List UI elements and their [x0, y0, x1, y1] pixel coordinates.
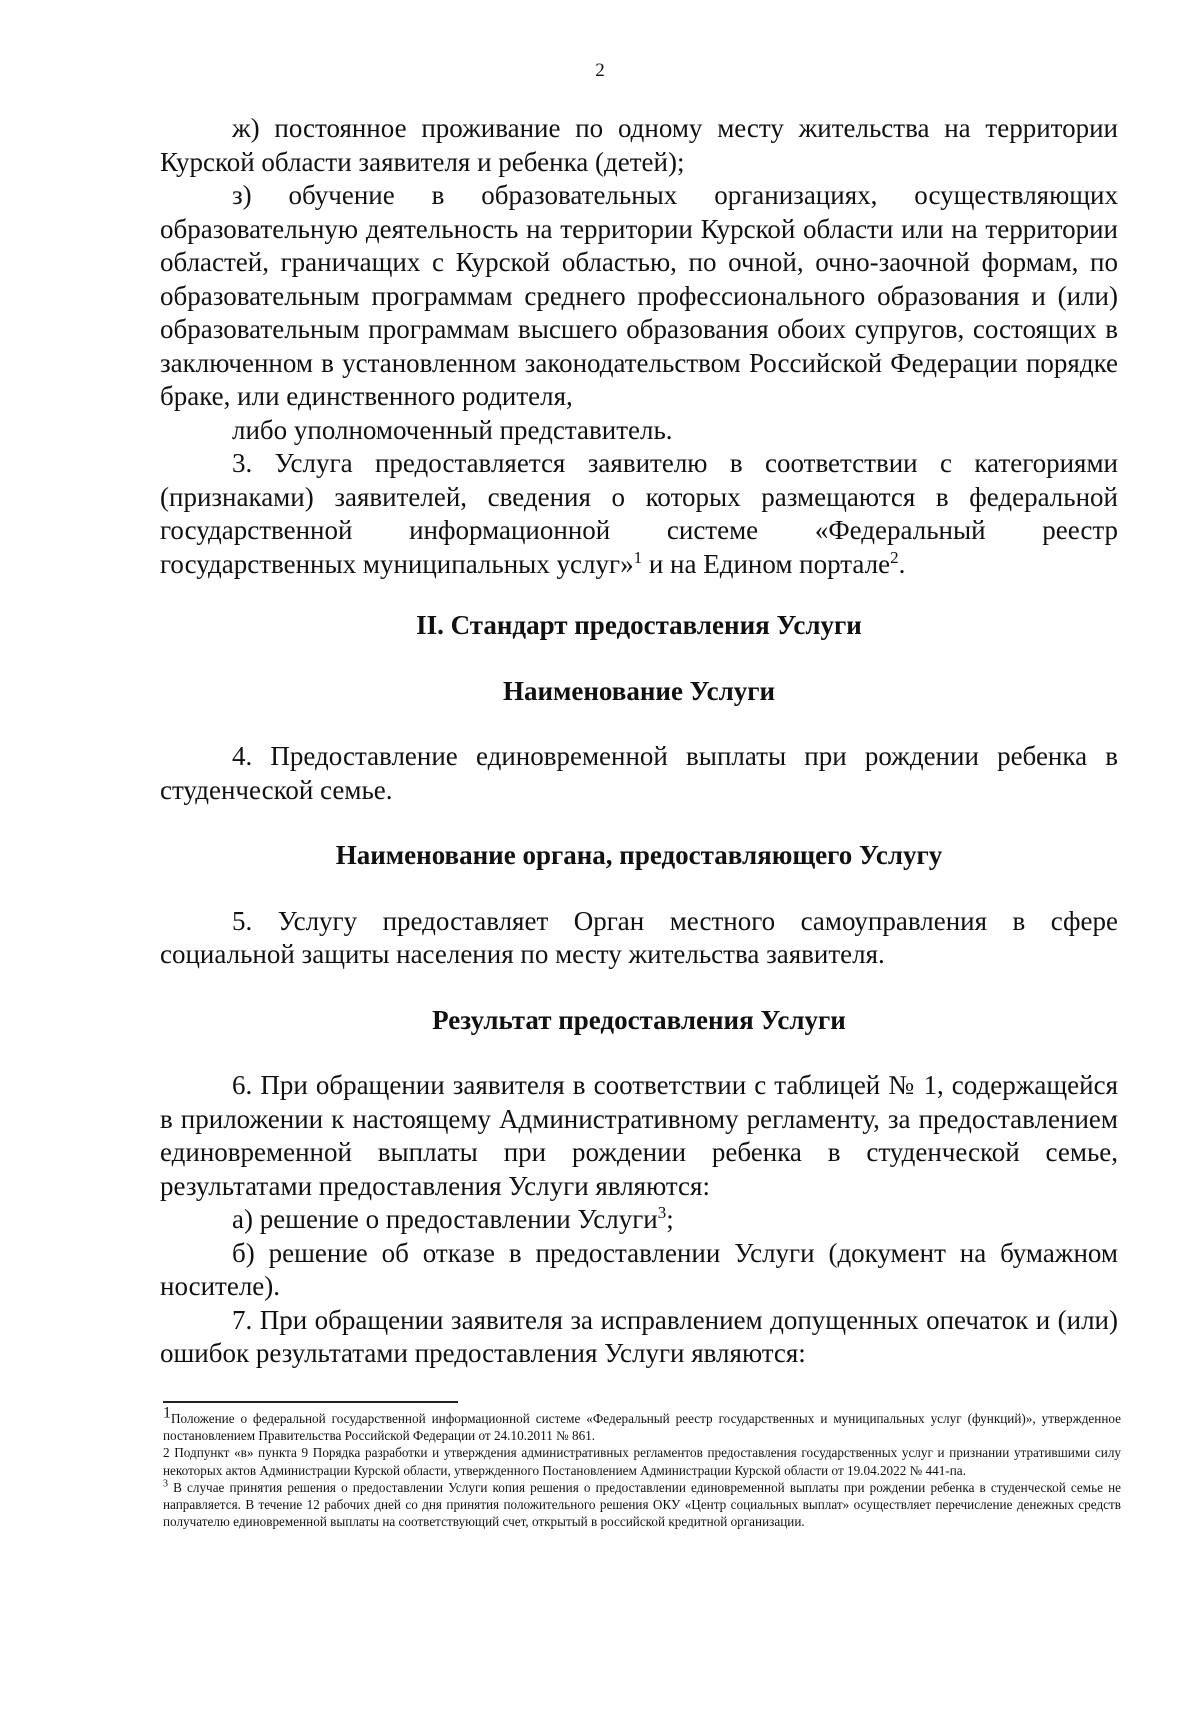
paragraph-7: 7. При обращении заявителя за исправлением допущенных опечаток и (или) ошибок результатами предоставления Услуги являются: — [160, 1304, 1118, 1368]
paragraph-6a — [160, 1203, 1118, 1237]
paragraph-6a-end: ; — [666, 1204, 674, 1234]
heading-result: Результат предоставления Услуги — [432, 1004, 846, 1035]
item-representative: либо уполномоченный представитель. — [232, 414, 673, 445]
footnote-2-text: Подпункт «в» пункта 9 Порядка разработки и утверждения административных регламентов предоставления государственных услуг и признании утратившими силу некоторых актов Администрации Курской области, утвержденного Постановлением Администрации Курской области от 19.04.2022 № 441-па. — [163, 1445, 1121, 1478]
footnote-2-number: 2 — [163, 1445, 170, 1461]
paragraph-6a-text: а) решение о предоставлении Услуги — [232, 1204, 658, 1234]
paragraph-6b: б) решение об отказе в предоставлении Услуги (документ на бумажном носителе). — [160, 1237, 1118, 1301]
footnote-1-number: 1 — [163, 1404, 171, 1422]
heading-provider: Наименование органа, предоставляющего Услугу — [335, 840, 943, 870]
paragraph-4: 4. Предоставление единовременной выплаты при рождении ребенка в студенческой семье. — [160, 741, 1118, 805]
paragraph-3-mid: и на Едином портале — [642, 548, 891, 579]
paragraph-5: 5. Услугу предоставляет Орган местного самоуправления в сфере социальной защиты населения по месту жительства заявителя. — [160, 905, 1118, 969]
item-z: з) обучение в образовательных организациях, осуществляющих образовательную деятельность на территории Курской области или на территории областей, граничащих с Курской областью, по очной, очно-заочной формам, по образовательным программам среднего профессионального образования и (или) образовательным программам высшего образования обоих супругов, состоящих в заключенном в установленном законодательством Российской Федерации порядке браке, или единственного родителя, — [160, 180, 1118, 411]
paragraph-3 — [160, 447, 1118, 581]
footnote-3 — [163, 1479, 1121, 1531]
paragraph-6: 6. При обращении заявителя в соответствии с таблицей № 1, содержащейся в приложении к настоящему Административному регламенту, за предоставлением единовременной выплаты при рождении ребенка в студенческой семье, результатами предоставления Услуги являются: — [160, 1070, 1118, 1201]
item-zh: ж) постоянное проживание по одному месту жительства на территории Курской области заявителя и ребенка (детей); — [160, 113, 1118, 177]
page-number: 2 — [595, 60, 605, 81]
paragraph-3-end: . — [898, 548, 906, 579]
footnote-ref-1[interactable]: 1 — [633, 547, 643, 567]
section-title: II. Стандарт предоставления Услуги — [416, 610, 862, 640]
document-body — [160, 112, 1118, 1371]
footnote-divider — [163, 1401, 458, 1403]
footnote-2 — [163, 1444, 1121, 1478]
paragraph-3-text: 3. Услуга предоставляется заявителю в соответствии с категориями (признаками) заявителей, сведения о которых размещаются в федеральной государственной информационной системе «Федеральный реестр государственных муниципальных услуг» — [160, 448, 1118, 579]
footnote-ref-3[interactable]: 3 — [657, 1203, 667, 1222]
footnote-3-text: В случае принятия решения о предоставлении Услуги копия решения о предоставлении единовременной выплаты при рождении ребенка в студенческой семье не направляется. В течение 12 рабочих дней со дня принятия положительного решения ОКУ «Центр социальных выплат» осуществляет перечисление денежных средств получателю единовременной выплаты на соответствующий счет, открытый в российской кредитной организации. — [163, 1479, 1121, 1530]
footnote-1 — [163, 1404, 1121, 1444]
footnote-ref-2[interactable]: 2 — [890, 547, 899, 567]
footnote-1-text: Положение о федеральной государственной информационной системе «Федеральный реестр государственных и муниципальных услуг (функций)», утвержденное постановлением Правительства Российской Федерации от 24.10.2011 № 861. — [163, 1411, 1121, 1444]
heading-service-name: Наименование Услуги — [502, 675, 776, 706]
footnote-3-number: 3 — [163, 1478, 168, 1490]
footnotes — [163, 1404, 1121, 1530]
